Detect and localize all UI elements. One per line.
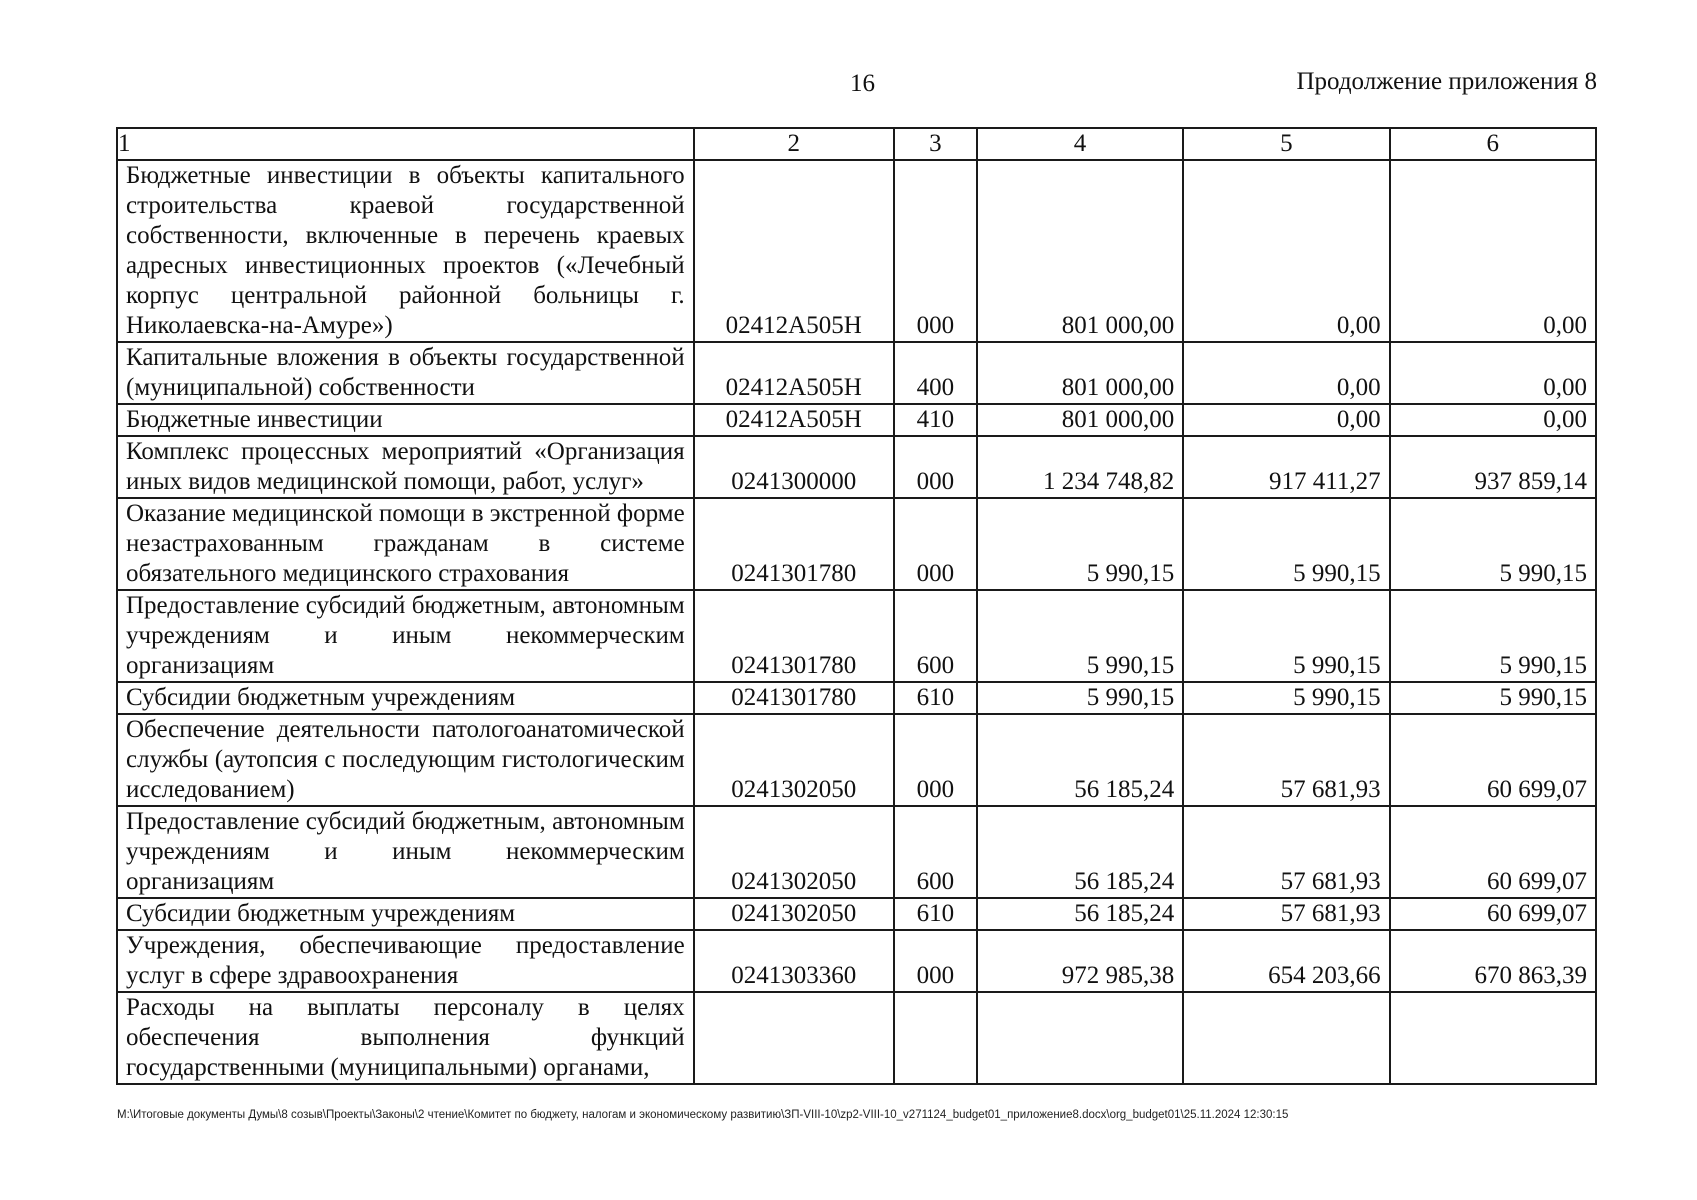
row-value-2025-cell: 917 411,27 bbox=[1183, 436, 1389, 498]
row-name-cell: Расходы на выплаты персоналу в целях обеспечения выполнения функций государственными (муниципальными) органами, bbox=[117, 992, 694, 1084]
table-row bbox=[117, 806, 1596, 898]
row-name-cell: Предоставление субсидий бюджетным, автономным учреждениям и иным некоммерческим организациям bbox=[117, 590, 694, 682]
row-type-cell: 000 bbox=[894, 498, 977, 590]
row-value-2025-cell bbox=[1183, 992, 1389, 1084]
row-type-cell: 400 bbox=[894, 342, 977, 404]
row-type-cell: 000 bbox=[894, 930, 977, 992]
row-value-2024-cell: 801 000,00 bbox=[977, 404, 1183, 436]
row-code-cell: 02412А505Н bbox=[694, 342, 894, 404]
row-value-2026-cell: 937 859,14 bbox=[1390, 436, 1596, 498]
row-name-cell: Предоставление субсидий бюджетным, автономным учреждениям и иным некоммерческим организациям bbox=[117, 806, 694, 898]
row-value-2026-cell: 0,00 bbox=[1390, 160, 1596, 342]
row-name-cell: Бюджетные инвестиции bbox=[117, 404, 694, 436]
table-row bbox=[117, 436, 1596, 498]
row-type-cell: 410 bbox=[894, 404, 977, 436]
row-name-cell: Учреждения, обеспечивающие предоставление услуг в сфере здравоохранения bbox=[117, 930, 694, 992]
column-header-2: 2 bbox=[694, 128, 894, 160]
column-header-5: 5 bbox=[1183, 128, 1389, 160]
row-value-2026-cell: 670 863,39 bbox=[1390, 930, 1596, 992]
row-value-2024-cell: 56 185,24 bbox=[977, 714, 1183, 806]
row-code-cell bbox=[694, 992, 894, 1084]
column-header-4: 4 bbox=[977, 128, 1183, 160]
table-row bbox=[117, 404, 1596, 436]
budget-table bbox=[116, 127, 1597, 1085]
row-type-cell: 000 bbox=[894, 160, 977, 342]
row-name-cell: Субсидии бюджетным учреждениям bbox=[117, 682, 694, 714]
row-value-2025-cell: 57 681,93 bbox=[1183, 806, 1389, 898]
row-value-2026-cell: 0,00 bbox=[1390, 404, 1596, 436]
table-row bbox=[117, 714, 1596, 806]
row-value-2026-cell: 5 990,15 bbox=[1390, 682, 1596, 714]
row-value-2026-cell: 60 699,07 bbox=[1390, 806, 1596, 898]
table-row bbox=[117, 682, 1596, 714]
table-header-row bbox=[117, 128, 1596, 160]
row-name-cell: Капитальные вложения в объекты государственной (муниципальной) собственности bbox=[117, 342, 694, 404]
row-value-2024-cell: 56 185,24 bbox=[977, 806, 1183, 898]
row-code-cell: 0241301780 bbox=[694, 498, 894, 590]
row-type-cell bbox=[894, 992, 977, 1084]
row-type-cell: 610 bbox=[894, 898, 977, 930]
table-row bbox=[117, 898, 1596, 930]
continuation-label: Продолжение приложения 8 bbox=[1296, 68, 1597, 95]
row-code-cell: 0241302050 bbox=[694, 714, 894, 806]
row-value-2024-cell bbox=[977, 992, 1183, 1084]
row-value-2024-cell: 5 990,15 bbox=[977, 498, 1183, 590]
row-value-2025-cell: 5 990,15 bbox=[1183, 590, 1389, 682]
row-value-2025-cell: 5 990,15 bbox=[1183, 682, 1389, 714]
row-value-2026-cell bbox=[1390, 992, 1596, 1084]
row-value-2025-cell: 5 990,15 bbox=[1183, 498, 1389, 590]
row-name-cell: Бюджетные инвестиции в объекты капитального строительства краевой государственной собственности, включенные в перечень краевых адресных инвестиционных проектов («Лечебный корпус центральной районной больницы г. Николаевска-на-Амуре») bbox=[117, 160, 694, 342]
row-value-2026-cell: 0,00 bbox=[1390, 342, 1596, 404]
row-value-2024-cell: 972 985,38 bbox=[977, 930, 1183, 992]
file-path-footer: М:\Итоговые документы Думы\8 созыв\Проекты\Законы\2 чтение\Комитет по бюджету, налогам и экономическому развитию\ЗП-VIII-10\zp2-VIII-10_v271124_budget01_приложение8.docx\org_budget01\25.11.2024 12:30:15 bbox=[117, 1109, 1289, 1121]
row-name-cell: Обеспечение деятельности патологоанатомической службы (аутопсия с последующим гистологическим исследованием) bbox=[117, 714, 694, 806]
row-code-cell: 0241301780 bbox=[694, 682, 894, 714]
row-value-2025-cell: 0,00 bbox=[1183, 342, 1389, 404]
row-value-2024-cell: 5 990,15 bbox=[977, 682, 1183, 714]
row-code-cell: 0241302050 bbox=[694, 806, 894, 898]
row-value-2025-cell: 57 681,93 bbox=[1183, 898, 1389, 930]
row-value-2024-cell: 1 234 748,82 bbox=[977, 436, 1183, 498]
row-code-cell: 02412А505Н bbox=[694, 404, 894, 436]
row-name-cell: Оказание медицинской помощи в экстренной форме незастрахованным гражданам в системе обязательного медицинского страхования bbox=[117, 498, 694, 590]
row-value-2025-cell: 57 681,93 bbox=[1183, 714, 1389, 806]
row-value-2025-cell: 654 203,66 bbox=[1183, 930, 1389, 992]
row-value-2024-cell: 56 185,24 bbox=[977, 898, 1183, 930]
row-code-cell: 0241302050 bbox=[694, 898, 894, 930]
row-value-2025-cell: 0,00 bbox=[1183, 160, 1389, 342]
row-value-2026-cell: 5 990,15 bbox=[1390, 498, 1596, 590]
row-value-2026-cell: 5 990,15 bbox=[1390, 590, 1596, 682]
row-type-cell: 610 bbox=[894, 682, 977, 714]
row-type-cell: 000 bbox=[894, 436, 977, 498]
row-type-cell: 600 bbox=[894, 590, 977, 682]
row-type-cell: 000 bbox=[894, 714, 977, 806]
table-row bbox=[117, 160, 1596, 342]
row-code-cell: 0241303360 bbox=[694, 930, 894, 992]
column-header-3: 3 bbox=[894, 128, 977, 160]
table-row bbox=[117, 342, 1596, 404]
table-row bbox=[117, 992, 1596, 1084]
row-name-cell: Субсидии бюджетным учреждениям bbox=[117, 898, 694, 930]
row-code-cell: 0241300000 bbox=[694, 436, 894, 498]
column-header-1: 1 bbox=[117, 128, 694, 160]
table-body bbox=[117, 160, 1596, 1084]
row-value-2026-cell: 60 699,07 bbox=[1390, 714, 1596, 806]
row-code-cell: 0241301780 bbox=[694, 590, 894, 682]
row-value-2025-cell: 0,00 bbox=[1183, 404, 1389, 436]
table-row bbox=[117, 590, 1596, 682]
row-value-2024-cell: 801 000,00 bbox=[977, 342, 1183, 404]
page-number: 16 bbox=[850, 70, 875, 97]
table-row bbox=[117, 930, 1596, 992]
row-type-cell: 600 bbox=[894, 806, 977, 898]
row-value-2026-cell: 60 699,07 bbox=[1390, 898, 1596, 930]
row-value-2024-cell: 801 000,00 bbox=[977, 160, 1183, 342]
table-row bbox=[117, 498, 1596, 590]
row-name-cell: Комплекс процессных мероприятий «Организация иных видов медицинской помощи, работ, услуг» bbox=[117, 436, 694, 498]
row-code-cell: 02412А505Н bbox=[694, 160, 894, 342]
column-header-6: 6 bbox=[1390, 128, 1596, 160]
row-value-2024-cell: 5 990,15 bbox=[977, 590, 1183, 682]
